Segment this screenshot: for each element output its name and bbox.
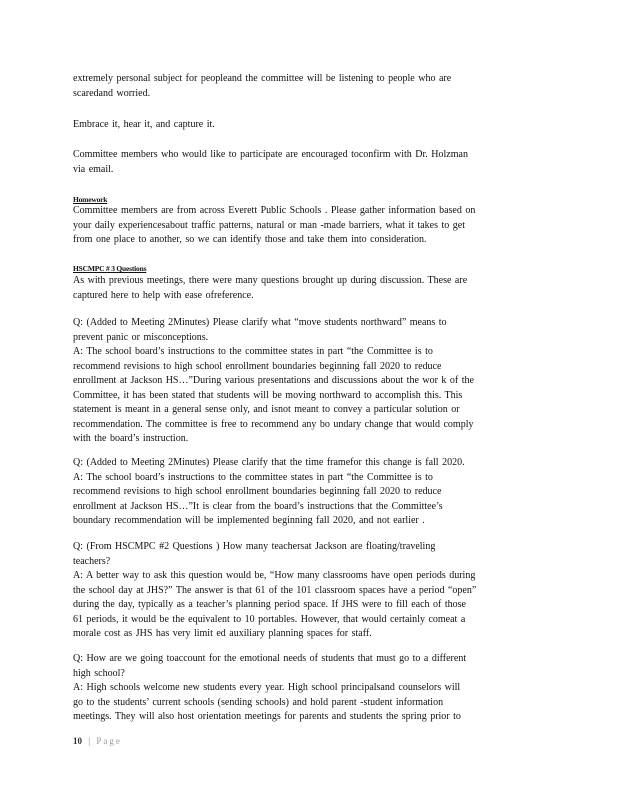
page-number: 10 xyxy=(73,736,82,746)
text-line: enrollment at Jackson HS…”It is clear from the board’s instructions that the Committee’s xyxy=(73,500,443,512)
text-line: prevent panic or misconceptions. xyxy=(73,331,209,343)
question-move-northward xyxy=(73,316,543,447)
text-line: go to the students’ current schools (sending schools) and hold parent -student information xyxy=(73,696,444,708)
question-emotional-needs xyxy=(73,652,543,725)
text-line: high school? xyxy=(73,667,125,679)
text-line: via email. xyxy=(73,163,114,175)
text-line: 61 periods, it would be the equivalent to 10 portables. However, that would certainly comeat a xyxy=(73,613,466,625)
text-line: meetings. They will also host orientation meetings for parents and students the spring prior to xyxy=(73,711,461,722)
text-line: teachers? xyxy=(73,555,111,567)
text-line: A: A better way to ask this question would be, “How many classrooms have open periods during xyxy=(73,570,476,581)
text-line: recommend revisions to high school enrollment boundaries beginning fall 2020 to reduce xyxy=(73,486,442,497)
text-line: As with previous meetings, there were many questions brought up during discussion. These are xyxy=(73,275,468,286)
text-line: Q: (From HSCMPC #2 Questions ) How many teachersat Jackson are floating/traveling xyxy=(73,541,436,552)
text-line: Q: (Added to Meeting 2Minutes) Please clarify what “move students northward” means to xyxy=(73,317,447,328)
page-word: Page xyxy=(96,736,122,746)
text-line: boundary recommendation will be implemented beginning fall 2020, and not earlier . xyxy=(73,515,425,526)
text-line: A: The school board’s instructions to the committee states in part “the Committee is to xyxy=(73,346,433,357)
paragraph-previous-meetings xyxy=(73,274,543,303)
text-line: morale cost as JHS has very limit ed auxiliary planning spaces for staff. xyxy=(73,628,372,639)
text-line: A: The school board’s instructions to the committee states in part “the Committee is to xyxy=(73,471,433,483)
text-line: from one place to another, so we can identify those and take them into consideration. xyxy=(73,234,427,245)
paragraph-embrace xyxy=(73,118,543,133)
text-line: with the board’s instruction. xyxy=(73,433,189,444)
footer-separator: | xyxy=(88,736,91,746)
text-line: Q: How are we going toaccount for the emotional needs of students that must go to a different xyxy=(73,653,467,664)
text-line: Committee members who would like to participate are encouraged toconfirm with Dr. Holzman xyxy=(73,149,468,160)
text-line: the school day at JHS?” The answer is that 61 of the 101 classroom spaces have a period “open” xyxy=(73,584,477,596)
text-line: Embrace it, hear it, and capture it. xyxy=(73,119,215,130)
question-time-frame xyxy=(73,456,543,529)
text-line: Committee members are from across Everett Public Schools . Please gather information based on xyxy=(73,205,476,216)
paragraph-intro xyxy=(73,72,543,101)
text-line: your daily experiencesabout traffic patterns, natural or man -made barriers, what it takes to get xyxy=(73,219,466,231)
text-line: extremely personal subject for peopleand the committee will be listening to people who are xyxy=(73,73,452,84)
hscmpc-questions-heading: HSCMPC # 3 Questions xyxy=(73,264,147,273)
question-floating-teachers xyxy=(73,540,543,642)
text-line: recommendation. The committee is free to recommend any bo undary change that would comply xyxy=(73,418,474,430)
text-line: A: High schools welcome new students every year. High school principalsand counselors will xyxy=(73,682,461,693)
text-line: enrollment at Jackson HS…”During various presentations and discussions about the wor k of the xyxy=(73,375,474,386)
text-line: during the day, typically as a teacher’s planning period space. If JHS were to fill each of those xyxy=(73,599,466,610)
text-line: captured here to help with ease ofreference. xyxy=(73,289,254,301)
text-line: statement is meant in a general sense only, and isnot meant to convey a particular solution or xyxy=(73,404,460,415)
page-footer xyxy=(73,736,122,746)
text-line: recommend revisions to high school enrollment boundaries beginning fall 2020 to reduce xyxy=(73,360,442,372)
text-line: Q: (Added to Meeting 2Minutes) Please clarify that the time framefor this change is fall 2020. xyxy=(73,457,465,468)
paragraph-homework xyxy=(73,204,543,248)
homework-heading: Homework xyxy=(73,195,108,204)
text-line: scaredand worried. xyxy=(73,87,151,99)
text-line: Committee, it has been stated that students will be moving northward to accomplish this. This xyxy=(73,389,463,401)
paragraph-committee-participate xyxy=(73,148,543,177)
